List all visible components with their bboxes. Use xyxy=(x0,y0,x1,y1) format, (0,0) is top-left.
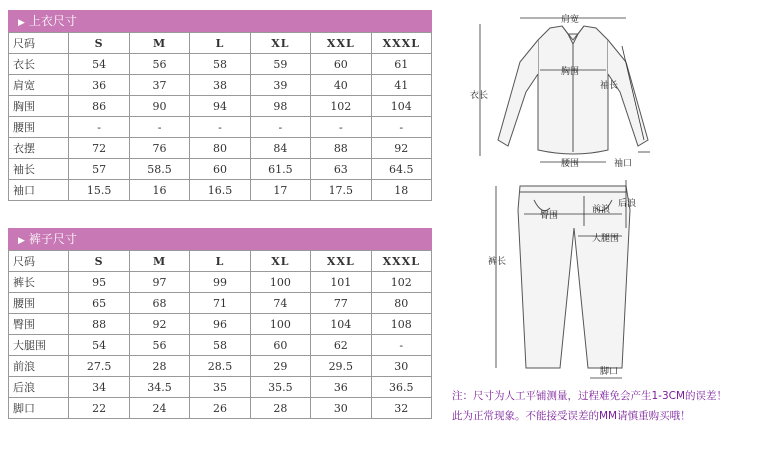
size-value: 28 xyxy=(250,398,310,419)
note-line-2: 此为正常现象。不能接受误差的MM请慎重购买哦！ xyxy=(452,410,691,422)
size-value: 54 xyxy=(69,54,129,75)
size-value: 104 xyxy=(371,96,431,117)
measurement-label: 大腿围 xyxy=(9,335,69,356)
measurement-label: 肩宽 xyxy=(9,75,69,96)
size-value: 104 xyxy=(311,314,371,335)
measurement-label: 袖长 xyxy=(9,159,69,180)
measurement-diagram xyxy=(450,0,770,448)
size-value: 80 xyxy=(190,138,250,159)
size-value: 32 xyxy=(371,398,431,419)
label-waist: 腰围 xyxy=(561,159,580,169)
table-row xyxy=(9,314,432,335)
size-value: 56 xyxy=(129,335,189,356)
size-value: 38 xyxy=(190,75,250,96)
size-value: 18 xyxy=(371,180,431,201)
size-value: 35 xyxy=(190,377,250,398)
size-value: 88 xyxy=(69,314,129,335)
table-row xyxy=(9,272,432,293)
size-value: 41 xyxy=(371,75,431,96)
size-header: XXXL xyxy=(371,251,431,272)
label-hip: 臀围 xyxy=(540,211,559,221)
size-value: 63 xyxy=(311,159,371,180)
size-value: 76 xyxy=(129,138,189,159)
size-value: 58 xyxy=(190,54,250,75)
label-length: 衣长 xyxy=(470,91,489,101)
size-value: 71 xyxy=(190,293,250,314)
table-row xyxy=(9,180,432,201)
size-value: 36 xyxy=(69,75,129,96)
measurement-label: 衣摆 xyxy=(9,138,69,159)
size-value: - xyxy=(311,117,371,138)
size-value: 59 xyxy=(250,54,310,75)
table-row xyxy=(9,398,432,419)
size-value: 95 xyxy=(69,272,129,293)
size-value: 61.5 xyxy=(250,159,310,180)
measurement-label: 脚口 xyxy=(9,398,69,419)
size-value: 58.5 xyxy=(129,159,189,180)
size-value: 101 xyxy=(311,272,371,293)
size-value: 100 xyxy=(250,314,310,335)
size-value: 22 xyxy=(69,398,129,419)
size-value: 102 xyxy=(371,272,431,293)
size-header: L xyxy=(190,33,250,54)
size-header: S xyxy=(69,33,129,54)
size-value: 94 xyxy=(190,96,250,117)
size-value: 60 xyxy=(190,159,250,180)
size-value: 36.5 xyxy=(371,377,431,398)
size-value: 37 xyxy=(129,75,189,96)
size-header: XL xyxy=(250,33,310,54)
size-value: - xyxy=(69,117,129,138)
label-pants-length: 裤长 xyxy=(488,257,507,267)
size-value: 98 xyxy=(250,96,310,117)
size-header: XXL xyxy=(311,33,371,54)
pants-size-title: 裤子尺寸 xyxy=(28,232,77,246)
size-value: - xyxy=(250,117,310,138)
size-value: 36 xyxy=(311,377,371,398)
size-value: 34 xyxy=(69,377,129,398)
size-value: 40 xyxy=(311,75,371,96)
size-value: 80 xyxy=(371,293,431,314)
pants-size-table xyxy=(8,250,432,419)
table-row xyxy=(9,75,432,96)
size-value: 61 xyxy=(371,54,431,75)
size-value: 28 xyxy=(129,356,189,377)
label-front-rise: 前浪 xyxy=(592,205,611,215)
table-row xyxy=(9,377,432,398)
pants-size-header xyxy=(8,228,432,250)
measurement-label: 腰围 xyxy=(9,117,69,138)
size-value: 92 xyxy=(129,314,189,335)
size-value: 29.5 xyxy=(311,356,371,377)
measurement-label: 前浪 xyxy=(9,356,69,377)
size-value: 102 xyxy=(311,96,371,117)
size-value: 35.5 xyxy=(250,377,310,398)
pants-size-section xyxy=(8,228,432,419)
size-value: 65 xyxy=(69,293,129,314)
size-header: XL xyxy=(250,251,310,272)
size-value: 26 xyxy=(190,398,250,419)
table-row xyxy=(9,293,432,314)
size-value: 68 xyxy=(129,293,189,314)
size-value: 90 xyxy=(129,96,189,117)
size-value: 72 xyxy=(69,138,129,159)
table-header-row xyxy=(9,251,432,272)
size-value: 60 xyxy=(311,54,371,75)
size-value: 39 xyxy=(250,75,310,96)
size-value: 97 xyxy=(129,272,189,293)
size-header: S xyxy=(69,251,129,272)
size-value: 100 xyxy=(250,272,310,293)
size-header: XXL xyxy=(311,251,371,272)
label-back-rise: 后浪 xyxy=(618,199,637,209)
table-row xyxy=(9,159,432,180)
size-value: 88 xyxy=(311,138,371,159)
size-value: 62 xyxy=(311,335,371,356)
size-value: - xyxy=(190,117,250,138)
size-value: 92 xyxy=(371,138,431,159)
size-column-header: 尺码 xyxy=(9,33,69,54)
size-value: - xyxy=(129,117,189,138)
size-value: 17 xyxy=(250,180,310,201)
size-value: 57 xyxy=(69,159,129,180)
measurement-label: 腰围 xyxy=(9,293,69,314)
table-row xyxy=(9,54,432,75)
size-value: 108 xyxy=(371,314,431,335)
size-value: 99 xyxy=(190,272,250,293)
measurement-note xyxy=(452,386,727,426)
top-size-table xyxy=(8,32,432,201)
table-row xyxy=(9,138,432,159)
size-value: 64.5 xyxy=(371,159,431,180)
top-size-header xyxy=(8,10,432,32)
label-sleeve: 袖长 xyxy=(600,81,619,91)
size-value: 30 xyxy=(311,398,371,419)
size-value: 24 xyxy=(129,398,189,419)
size-value: 56 xyxy=(129,54,189,75)
size-value: 29 xyxy=(250,356,310,377)
measurement-label: 袖口 xyxy=(9,180,69,201)
size-value: 96 xyxy=(190,314,250,335)
size-header: M xyxy=(129,33,189,54)
measurement-label: 后浪 xyxy=(9,377,69,398)
size-header: XXXL xyxy=(371,33,431,54)
table-row xyxy=(9,356,432,377)
table-row xyxy=(9,96,432,117)
size-value: 28.5 xyxy=(190,356,250,377)
note-line-1: 注：尺寸为人工平铺测量，过程难免会产生1-3CM的误差！ xyxy=(452,390,728,402)
label-shoulder: 肩宽 xyxy=(561,15,580,25)
size-value: - xyxy=(371,117,431,138)
label-cuff: 袖口 xyxy=(614,159,633,169)
size-header: L xyxy=(190,251,250,272)
top-size-section xyxy=(8,10,432,201)
measurement-label: 衣长 xyxy=(9,54,69,75)
size-value: 16 xyxy=(129,180,189,201)
measurement-label: 臀围 xyxy=(9,314,69,335)
size-value: 27.5 xyxy=(69,356,129,377)
size-value: 84 xyxy=(250,138,310,159)
size-value: 60 xyxy=(250,335,310,356)
size-value: 34.5 xyxy=(129,377,189,398)
size-column-header: 尺码 xyxy=(9,251,69,272)
play-arrow-icon: ▶ xyxy=(18,18,25,28)
top-size-title: 上衣尺寸 xyxy=(28,14,77,28)
label-thigh: 大腿围 xyxy=(592,234,620,244)
size-value: - xyxy=(371,335,431,356)
measurement-label: 裤长 xyxy=(9,272,69,293)
size-value: 58 xyxy=(190,335,250,356)
size-value: 74 xyxy=(250,293,310,314)
size-value: 54 xyxy=(69,335,129,356)
size-value: 30 xyxy=(371,356,431,377)
table-row xyxy=(9,117,432,138)
size-value: 16.5 xyxy=(190,180,250,201)
table-row xyxy=(9,335,432,356)
play-arrow-icon: ▶ xyxy=(18,236,25,246)
label-chest: 胸围 xyxy=(561,67,580,77)
size-value: 77 xyxy=(311,293,371,314)
size-header: M xyxy=(129,251,189,272)
table-header-row xyxy=(9,33,432,54)
garment-illustration xyxy=(450,0,770,448)
measurement-label: 胸围 xyxy=(9,96,69,117)
size-value: 15.5 xyxy=(69,180,129,201)
label-hem: 脚口 xyxy=(600,367,619,377)
size-value: 86 xyxy=(69,96,129,117)
size-value: 17.5 xyxy=(311,180,371,201)
